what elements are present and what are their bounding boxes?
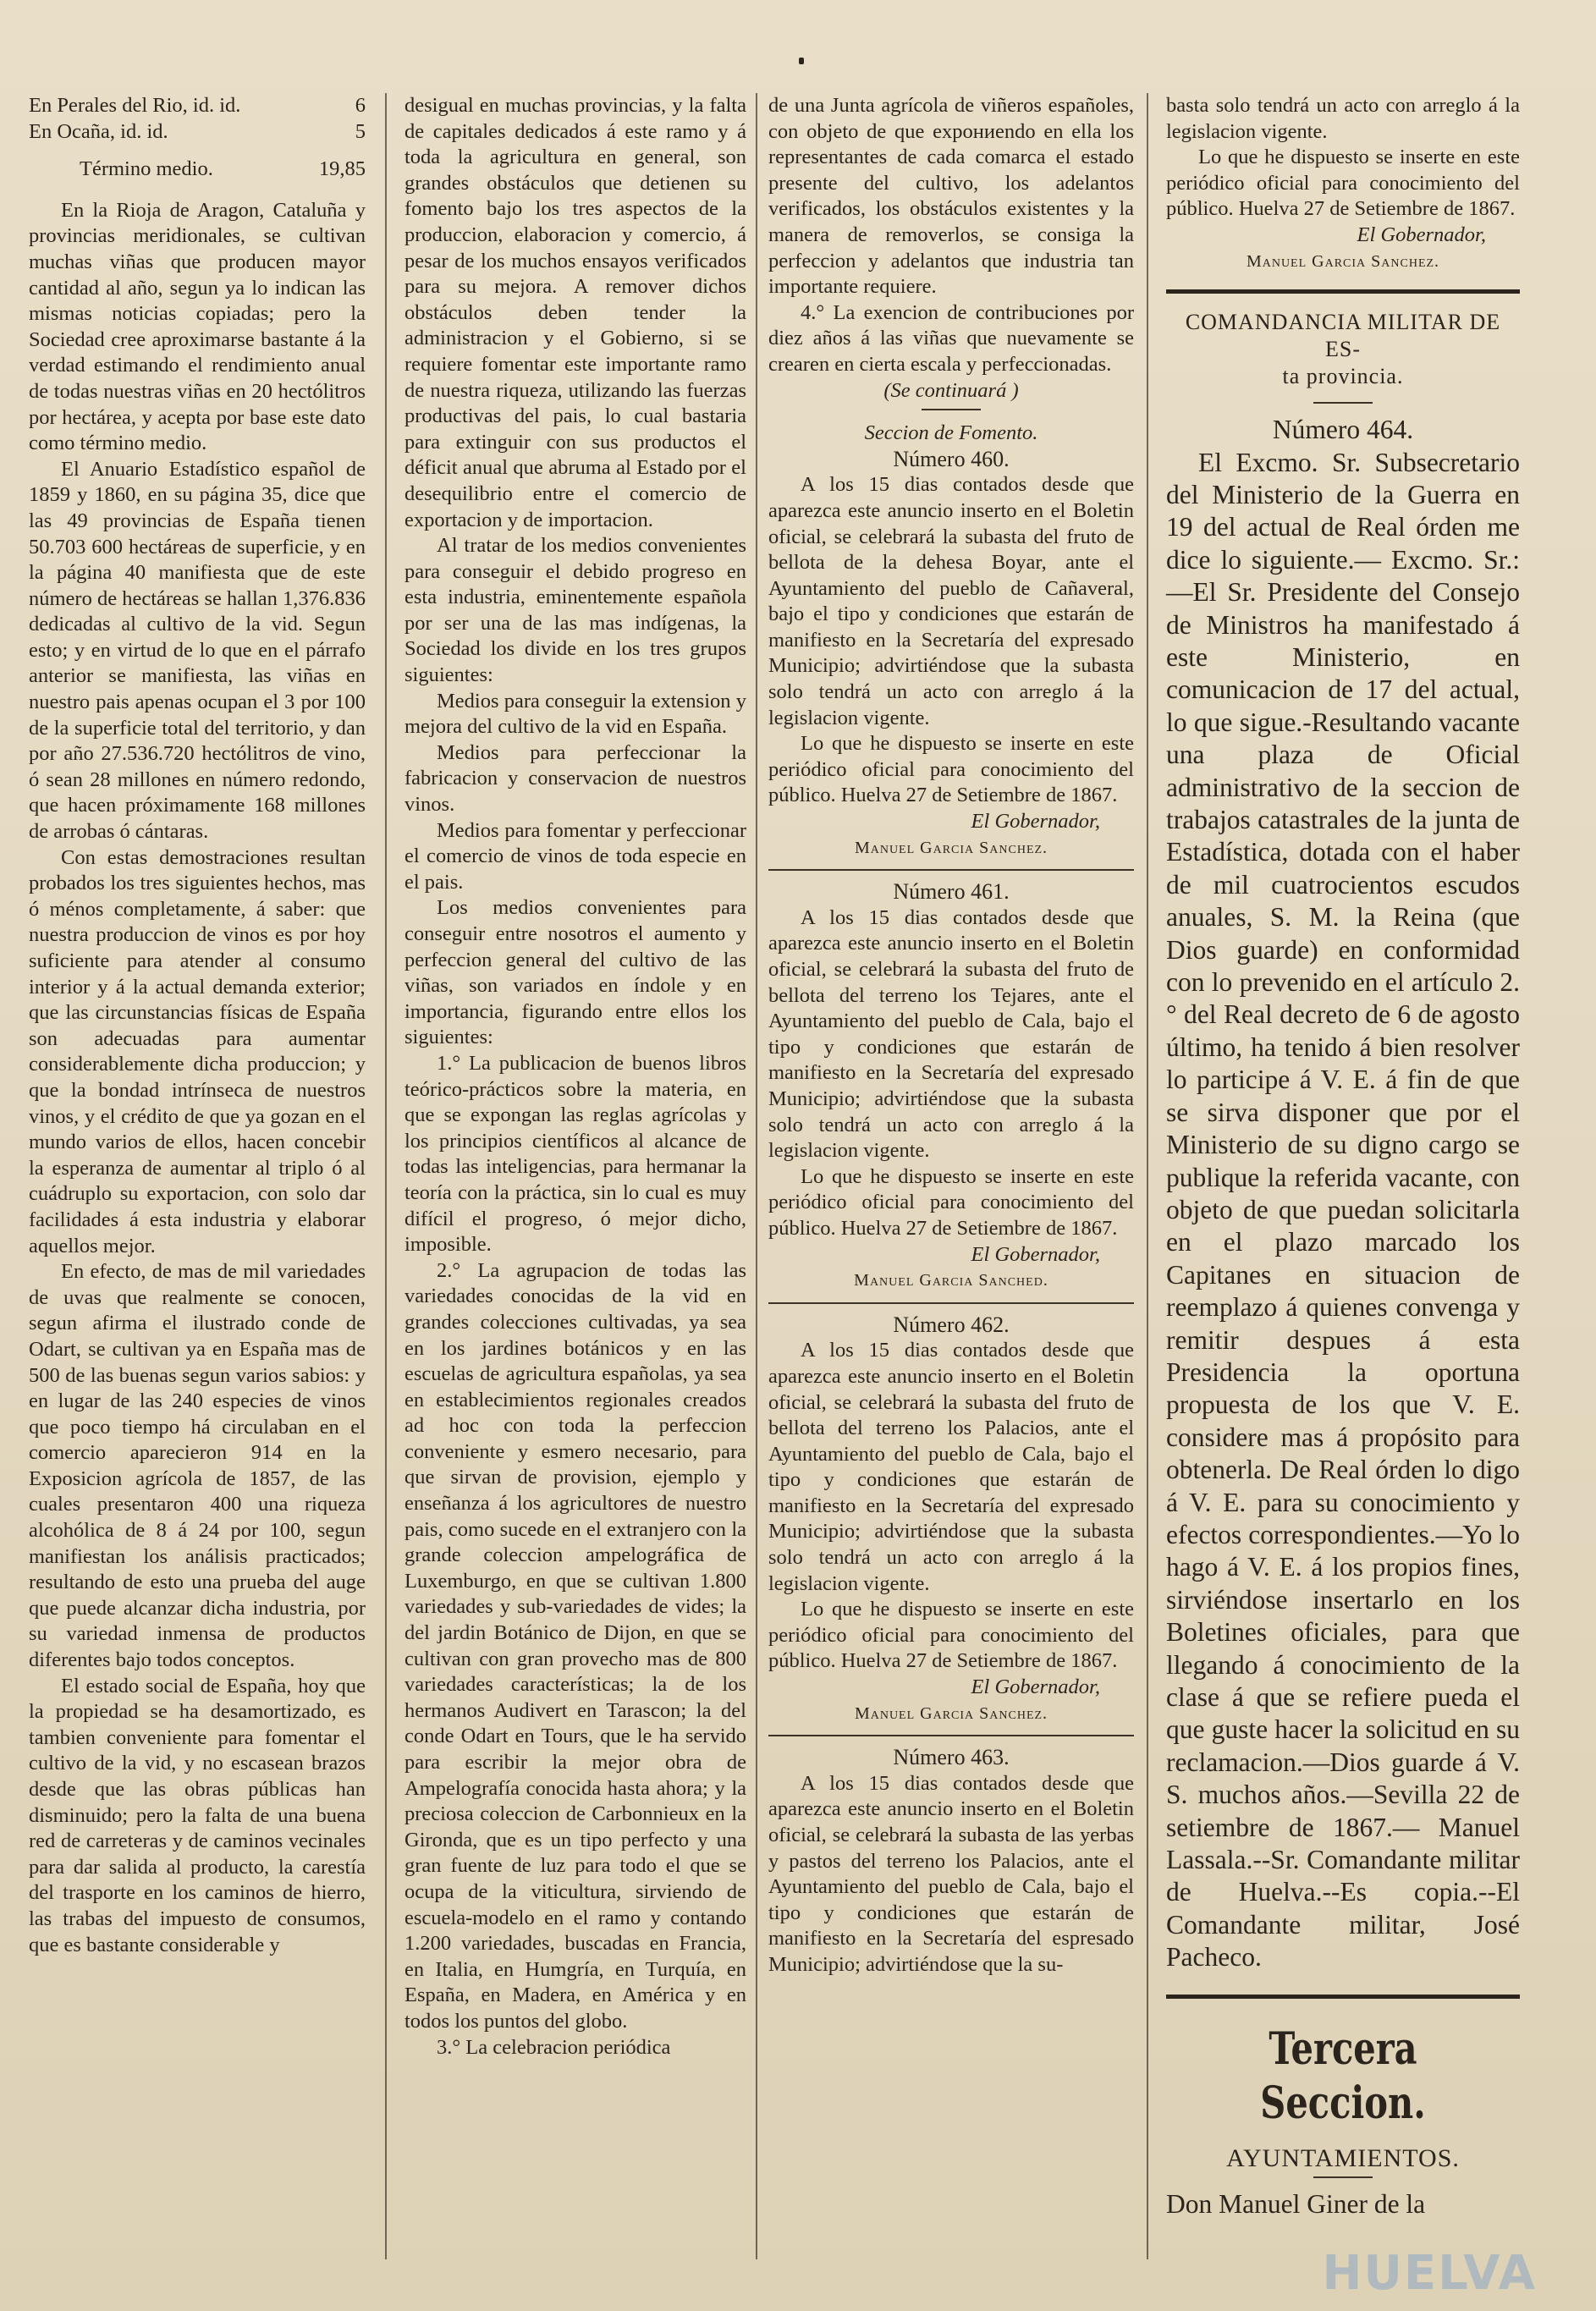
column-2 [405, 93, 746, 2286]
section-title: Seccion de Fomento. [864, 421, 1038, 445]
signer-name: Manuel Garcia Sanched. [854, 1271, 1048, 1290]
notice-body: A los 15 dias contados desde que aparezca este anuncio inserto en el Boletin oficial, se celebrará la subasta del fruto de bellota del terreno los Tejares, ante el Ayuntamiento del pueblo de Cala, bajo el tipo y condiciones que estarán de manifiesto en la Secretaría del expresado Municipio; advirtiéndose que la subasta solo tendrá un acto con arreglo á la legislacion vigente. [768, 905, 1134, 1163]
notice-body: A los 15 dias contados desde que aparezca este anuncio inserto en el Boletin oficial, se celebrará la subasta de las yerbas y pastos del terreno los Palacios, ante el Ayuntamiento del pueblo de Cala, bajo el tipo y condiciones que estarán de manifiesto en la Secretaría del espresado Municipio; advirtiéndose que la su- [768, 1771, 1134, 1976]
paragraph: En efecto, de mas de mil variedades de uvas que realmente se conocen, segun afirma el ilustrado conde de Odart, se cultivan ya en España mas de 500 de las buenas segun varios sabios: y en lugar de las 240 especies de vinos que poco tiempo há circulaban en el comercio aparecieron 914 en la Exposicion agrícola de 1857, de las cuales presentaron 400 una riqueza alcohólica de 8 á 24 por 100, segun manifiestan los análisis practicados; resultando de esto una prueba del auge que puede alcanzar dicha industria, por su variedad inmensa de productos diferentes bajo todos conceptos. [29, 1260, 366, 1672]
column-divider [1147, 93, 1148, 2259]
divider [768, 1302, 1134, 1304]
notice-body: A los 15 dias contados desde que aparezca este anuncio inserto en el Boletin oficial, se celebrará la subasta del fruto de bellota del terreno los Palacios, ante el Ayuntamiento del pueblo de Cala, bajo el tipo y condiciones que estarán de manifiesto en la Secretaría del expresado Municipio; advirtiéndose que la subasta solo tendrá un acto con arreglo á la legislacion vigente. [768, 1339, 1134, 1595]
section-heading: ta provincia. [1282, 364, 1404, 389]
notice-closing: Lo que he dispuesto se inserte en este periódico oficial para conocimiento del público. Huelva 27 de Setiembre de 1867. [768, 1598, 1134, 1673]
notice-number: Número 463. [893, 1745, 1010, 1770]
divider [1313, 2176, 1373, 2178]
divider [1166, 289, 1520, 294]
notice-closing: Lo que he dispuesto se inserte en este periódico oficial para conocimiento del público. Huelva 27 de Setiembre de 1867. [768, 732, 1134, 807]
yield-row: En Perales del Rio, id. id. 6 [29, 94, 366, 117]
notice-number: Número 462. [893, 1312, 1010, 1337]
column-1 [29, 93, 366, 2286]
yield-row: En Ocaña, id. id. 5 [29, 119, 366, 143]
paragraph: 2.° La agrupacion de todas las variedades conocidas de la vid en grandes colecciones cultivadas, ya sea en los jardines botánicos y en las escuelas de agricultura españolas, ya sea en establecimientos regionales creados ad hoc con toda la perfeccion conveniente y esmero necesario, para que sirvan de provision, ejemplo y enseñanza á los agricultores de nuestro pais, como sucede en el extranjero con la grande coleccion ampelográfica de Luxemburgo, en que se cultivan 1.800 variedades y sub-variedades de vides; la del jardin Botánico de Dijon, en que se cultivan con gran provecho mas de 800 variedades características; la de los hermanos Audivert en Tarascon; la del conde Odart en Tours, que le ha servido para escribir la mejor obra de Ampelografía conocida hasta ahora; y la preciosa coleccion de Carbonnieux en la Gironda, que es un tipo perfecto y una gran fuente de luz para todo el que se ocupa de la viticultura, sirviendo de escuela-modelo en el ramo y contando 1.200 variedades, buscadas en Francia, en Italia, en Humgría, en Turquía, en España, en Madera, en América y en todos los puntos del globo. [405, 1258, 746, 2033]
average-row: Término medio. 19,85 [80, 157, 366, 181]
paragraph: Medios para fomentar y perfeccionar el comercio de vinos de toda especie en el pais. [405, 818, 746, 894]
notice-body: A los 15 dias contados desde que aparezca este anuncio inserto en el Boletin oficial, se celebrará la subasta del fruto de bellota de la dehesa Boyar, ante el Ayuntamiento del pueblo de Cañaveral, bajo el tipo y condiciones que estarán de manifiesto en la Secretaría del expresado Municipio; advirtiéndose que la subasta solo tendrá un acto con arreglo á la legislacion vigente. [768, 473, 1134, 729]
ornament-dot [799, 58, 804, 64]
column-divider [756, 93, 757, 2259]
divider [768, 1735, 1134, 1736]
column-divider [385, 93, 387, 2259]
paragraph: desigual en muchas provincias, y la falta de capitales dedicados á este ramo y á toda la agricultura en general, son grandes obstáculos que detienen su fomento bajo los tres aspectos de la produccion, elaboracion y comercio, á pesar de los muchos ensayos verificados para su mejora. A remover dichos obstáculos deben tender la administracion y el Gobierno, si se requiere fomentar este importante ramo de nuestra riqueza, utilizando las fuerzas productivas del pais, lo cual bastaria para extinguir con sus productos el déficit anual que abruma al Estado por el desequilibrio entre el comercio de exportacion y de importacion. [405, 94, 746, 531]
signer-title: El Gobernador, [971, 1675, 1100, 1699]
paragraph: Don Manuel Giner de la [1166, 2189, 1426, 2220]
notice-number: Número 464. [1272, 415, 1414, 445]
signer-title: El Gobernador, [971, 1242, 1100, 1266]
paragraph: basta solo tendrá un acto con arreglo á la legislacion vigente. [1166, 94, 1520, 143]
column-3 [768, 93, 1134, 2286]
signer-name: Manuel Garcia Sanchez. [1246, 251, 1440, 271]
paragraph: Medios para conseguir la extension y mejora del cultivo de la vid en España. [405, 689, 746, 739]
signer-title: El Gobernador, [1357, 223, 1486, 246]
library-watermark: HUELVA [1322, 2246, 1537, 2301]
subsection-title: AYUNTAMIENTOS. [1226, 2143, 1460, 2172]
paragraph: de una Junta agrícola de viñeros españoles, con objeto de que expониendo en ella los representantes de cada comarca el estado presente del cultivo, los adelantos verificados, los obstáculos existentes y la manera de removerlos, se consiga la perfeccion y adelantos que industria tan importante requiere. [768, 94, 1134, 299]
paragraph: Los medios convenientes para conseguir entre nosotros el aumento y perfeccion general del cultivo de las viñas, son variados en índole y en importancia, figurando entre ellos los siguientes: [405, 896, 746, 1049]
notice-number: Número 461. [893, 879, 1010, 905]
signer-title: El Gobernador, [971, 810, 1100, 834]
divider [1313, 402, 1373, 404]
notice-closing: Lo que he dispuesto se inserte en este periódico oficial para conocimiento del público. Huelva 27 de Setiembre de 1867. [768, 1164, 1134, 1240]
section-heading: COMANDANCIA MILITAR DE ES- [1185, 310, 1501, 362]
signer-name: Manuel Garcia Sanchez. [854, 838, 1048, 857]
signer-name: Manuel Garcia Sanchez. [854, 1703, 1048, 1723]
paragraph: 4.° La exencion de contribuciones por diez años á las viñas que nuevamente se crearen en cierta escala y perfeccionadas. [768, 300, 1134, 376]
paragraph: 1.° La publicacion de buenos libros teórico-prácticos sobre la materia, en que se expongan las reglas agrícolas y los principios científicos al alcance de todas las inteligencias, para hermanar la teoría con la práctica, sin lo cual es muy difícil el progreso, ó mejor dicho, imposible. [405, 1051, 746, 1257]
divider [1166, 1995, 1520, 1999]
notice-number: Número 460. [893, 446, 1010, 471]
continued-note: (Se continuará ) [883, 378, 1019, 402]
paragraph: En la Rioja de Aragon, Cataluña y provincias meridionales, se cultivan muchas viñas que producen mayor cantidad al año, segun ya lo indican las mismas noticias copiadas; pero la Sociedad cree aproximarse bastante á la verdad estimando el rendimiento anual de todas nuestras viñas en 20 hectólitros por hectárea, y acepta por base este dato como término medio. [29, 198, 366, 455]
paragraph: El Anuario Estadístico español de 1859 y 1860, en su página 35, dice que las 49 provincias de España tienen 50.703 600 hectáreas de superficie, y en la página 40 manifiesta que de este número de hectáreas se hallan 1,376.836 dedicadas al cultivo de la vid. Segun esto; y en virtud de lo que en el párrafo anterior se manifiesta, las viñas en nuestro pais apenas ocupan el 3 por 100 de la superficie total del territorio, y dan por año 27.536.720 hectólitros de vino, ó sean 28 millones en número redondo, que hacen próximamente 168 millones de arrobas ó cántaras. [29, 457, 366, 844]
paragraph: Medios para perfeccionar la fabricacion y conservacion de nuestros vinos. [405, 740, 746, 817]
paragraph: 3.° La celebracion periódica [437, 2035, 671, 2059]
divider [768, 869, 1134, 871]
paragraph: Con estas demostraciones resultan probados los tres siguientes hechos, mas ó ménos completamente, á saber: que nuestra produccion de vinos es por hoy suficiente para atender al consumo interior y á la actual demanda exterior; que las circunstancias físicas de España son adecuadas para aumentar considerablemente dicha produccion; y que la bondad intrínseca de nuestros vinos, y el crédito de que ya gozan en el mundo varios de ellos, hacen concebir la esperanza de aumentar al triplo ó al cuádruplo su exportacion, con solo dar facilidades á esta industria y elaborar aquellos mejor. [29, 845, 366, 1257]
paragraph: El estado social de España, hoy que la propiedad se ha desamortizado, es tambien conveniente para fomentar el cultivo de la vid, y no escasean brazos desde que las obras públicas han disminuido; pero la falta de una buena red de carreteras y de caminos vecinales para dar salida al producto, la carestía del trasporte en los caminos de hierro, las trabas del impuesto de consumos, que es bastante considerable y [29, 1674, 366, 1956]
paragraph: Al tratar de los medios convenientes para conseguir el debido progreso en esta industria, eminentemente española por ser una de las mas indígenas, la Sociedad los divide en los tres grupos siguientes: [405, 534, 746, 687]
column-4 [1166, 93, 1520, 2286]
divider [922, 409, 981, 410]
notice-body: El Excmo. Sr. Subsecretario del Ministerio de la Guerra en 19 del actual de Real órden me dice lo siguiente.— Excmo. Sr.:—El Sr. Presidente del Consejo de Ministros ha manifestado á este Ministerio, en comunicacion de 17 del actual, lo que sigue.-Resultando vacante una plaza de Oficial administrativo de la seccion de trabajos catastrales de la junta de Estadística, dotada con el haber de mil cuatrocientos escudos anuales, S. M. la Reina (que Dios guarde) en conformidad con lo prevenido en el artículo 2.° del Real decreto de 6 de agosto último, ha tenido á bien resolver lo participe á V. E. á fin de que se sirva disponer que por el Ministerio de su digno cargo se publique la referida vacante, con objeto de que puedan solicitarla en el plazo marcado los Capitanes en situacion de reemplazo á quienes convenga y remitir despues á esta Presidencia la oportuna propuesta de los que V. E. considere mas á propósito para obtenerla. De Real órden lo digo á V. E. para su conocimiento y efectos correspondientes.—Yo lo hago á V. E. á los propios fines, sirviéndose insertarlo en los Boletines oficiales, para que llegando á conocimiento de la clase á que se refiere pueda el que guste hacer la solicitud en su reclamacion.—Dios guarde á V. S. muchos años.—Sevilla 22 de setiembre de 1867.— Manuel Lassala.--Sr. Comandante militar de Huelva.--Es copia.--El Comandante militar, José Pacheco. [1166, 447, 1520, 1973]
notice-closing: Lo que he dispuesto se inserte en este periódico oficial para conocimiento del público. Huelva 27 de Setiembre de 1867. [1166, 146, 1520, 221]
section-title: Tercera Seccion. [1260, 2022, 1426, 2129]
